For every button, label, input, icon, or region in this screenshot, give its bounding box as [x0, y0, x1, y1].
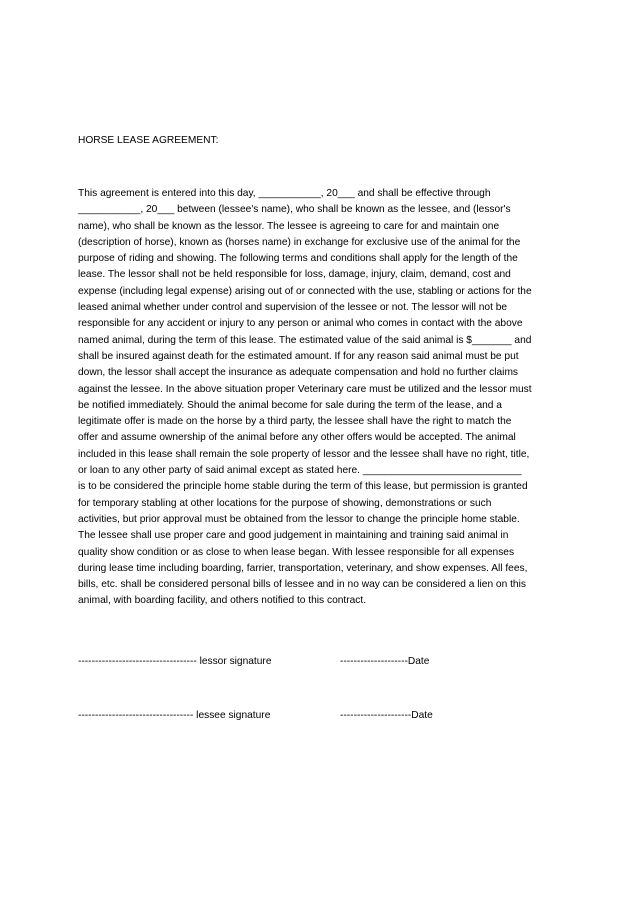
body-line: is to be considered the principle home stable during the term of this lease, but permission is granted [78, 481, 528, 493]
body-line: lease. The lessor shall not be held responsible for loss, damage, injury, claim, demand, cost and [78, 269, 511, 281]
body-line: quality show condition or as close to when lease began. With lessee responsible for all expenses [78, 546, 515, 558]
body-line: responsible for any accident or injury to any person or animal who comes in contact with the above [78, 318, 523, 330]
lessor-signature-line: ----------------------------------- lessor signature [78, 656, 272, 667]
body-line: leased animal whether under control and supervision of the lessee or not. The lessor will not be [78, 302, 508, 314]
body-line: offer and assume ownership of the animal before any other offers would be accepted. The animal [78, 432, 516, 444]
body-line: name), who shall be known as the lessor. The lessee is agreeing to care for and maintain one [78, 220, 500, 232]
body-line: during lease time including boarding, farrier, transportation, veterinary, and show expenses. All fees, [78, 562, 528, 574]
body-line: for temporary stabling at other locations for the purpose of showing, demonstrations or such [78, 497, 492, 509]
body-line: shall be insured against death for the estimated amount. If for any reason said animal must be put [78, 350, 519, 362]
body-line: against the lessee. In the above situation proper Veterinary care must be utilized and the lessor must [78, 383, 532, 395]
document-title: HORSE LEASE AGREEMENT: [78, 135, 219, 146]
lessor-date-line: --------------------Date [340, 656, 430, 667]
body-line: ___________, 20___ between (lessee's name), who shall be known as the lessee, and (lessor's [78, 204, 511, 216]
body-line: (description of horse), known as (horses name) in exchange for exclusive use of the animal for the [78, 236, 521, 248]
body-line: included in this lease shall remain the sole property of lessor and the lessee shall have no right, title, [78, 448, 530, 460]
body-line: named animal, during the term of this lease. The estimated value of the said animal is $_______ and [78, 334, 532, 346]
body-line: bills, etc. shall be considered personal bills of lessee and in no way can be considered a lien on this [78, 579, 526, 591]
body-line: or loan to any other party of said animal except as stated here. ____________________________ [78, 465, 522, 477]
body-line: legitimate offer is made on the horse by a third party, the lessee shall have the right to match the [78, 416, 512, 428]
body-line: activities, but prior approval must be obtained from the lessor to change the principle home stable. [78, 513, 520, 525]
lessee-date-line: ---------------------Date [340, 710, 433, 721]
body-line: down, the lessor shall accept the insurance as adequate compensation and hold no further claims [78, 367, 519, 379]
body-line: expense (including legal expense) arising out of or connected with the use, stabling or actions for the [78, 285, 532, 297]
body-line: The lessee shall use proper care and good judgement in maintaining and training said animal in [78, 530, 509, 542]
body-line: be notified immediately. Should the animal become for sale during the term of the lease, and a [78, 399, 502, 411]
body-line: This agreement is entered into this day, ___________, 20___ and shall be effective through [78, 188, 491, 199]
lessee-signature-line: ---------------------------------- lessee signature [78, 710, 271, 721]
body-line: animal, with boarding facility, and others notified to this contract. [78, 595, 367, 607]
body-line: purpose of riding and showing. The following terms and conditions shall apply for the length of the [78, 253, 518, 265]
agreement-body [78, 186, 568, 610]
